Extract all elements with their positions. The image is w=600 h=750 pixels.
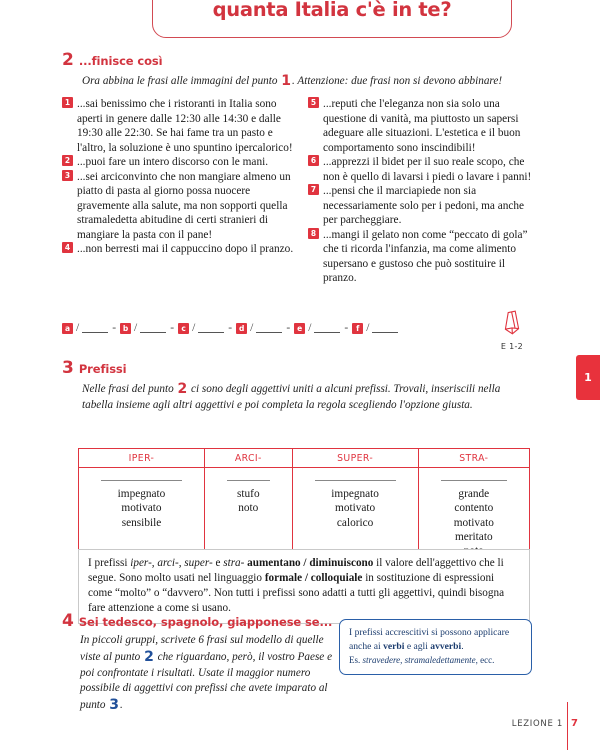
- table-header-cell: IPER-: [79, 449, 205, 468]
- workbook-reference: [492, 310, 532, 351]
- answer-blank-input[interactable]: [256, 323, 282, 333]
- list-item: [308, 97, 540, 155]
- instruction-text-pre: Nelle frasi del punto: [82, 383, 174, 395]
- item-text: ...apprezzi il bidet per il suo reale scopo, che non è quello di lavarsi i piedi o lavare i panni!: [323, 156, 532, 183]
- answer-dash: -: [170, 322, 175, 334]
- answer-blank-input[interactable]: [82, 323, 108, 333]
- exercise-4-header: [62, 613, 337, 714]
- footer: [512, 718, 578, 729]
- exercise-3-instruction: [62, 380, 530, 413]
- note-example-words: stravedere, stramaledettamente: [362, 654, 476, 665]
- word: meritato: [454, 531, 493, 544]
- word: noto: [238, 502, 259, 515]
- word: stufo: [237, 488, 260, 500]
- word: motivato: [121, 502, 162, 515]
- list-item: [62, 97, 294, 155]
- answer-separator: /: [250, 322, 254, 334]
- table-header-cell: SUPER-: [292, 449, 418, 468]
- exercise-2-right-column: [308, 97, 540, 286]
- word: grande: [458, 488, 490, 500]
- exercise-4-instruction: [62, 633, 335, 714]
- table-header-cell: ARCI-: [204, 449, 292, 468]
- exercise-2-number: 2: [62, 50, 74, 70]
- answer-pair-b[interactable]: [120, 322, 178, 334]
- word: sensibile: [121, 516, 162, 529]
- lesson-tab: [576, 355, 600, 400]
- grammar-note-box: [339, 619, 532, 675]
- answer-blank-input[interactable]: [372, 323, 398, 333]
- note-text-a: I prefissi accrescitivi si possono applicare anche ai: [349, 627, 510, 652]
- answer-letter-badge: f: [352, 323, 363, 334]
- note-bold-avverbi: avverbi: [430, 640, 462, 652]
- instruction-ref-2: 2: [144, 648, 154, 665]
- note-example-line: [349, 654, 523, 667]
- word: impegnato: [117, 488, 166, 500]
- rule-italic-2: stra-: [223, 557, 245, 569]
- rule-text-1: I prefissi: [88, 557, 131, 569]
- instruction-text-post: . Attenzione: due frasi non si devono abbinare!: [292, 75, 503, 87]
- item-number-badge: 7: [308, 184, 319, 195]
- instruction-ref-3: 3: [109, 696, 120, 713]
- write-in-blank[interactable]: [227, 479, 270, 481]
- answer-blank-input[interactable]: [140, 323, 166, 333]
- exercise-4-title: Sei tedesco, spagnolo, giapponese se...: [78, 615, 333, 629]
- list-item: [62, 170, 294, 243]
- answer-letter-badge: c: [178, 323, 189, 334]
- item-text: ...reputi che l'eleganza non sia solo una questione di vanità, ma piuttosto un sapersi adeguare alle situazioni. L'estetica e il buon comportamento sono inscindibili!: [323, 98, 521, 154]
- exercise-2-title: ...finisce così: [78, 54, 163, 68]
- answer-row[interactable]: [62, 322, 398, 334]
- footer-lesson-label: LEZIONE 1: [511, 718, 564, 729]
- instruction-text-c: .: [120, 698, 123, 711]
- exercise-2-instruction: [62, 72, 542, 90]
- instruction-text-pre: Ora abbina le frasi alle immagini del punto: [82, 75, 278, 87]
- answer-separator: /: [192, 322, 196, 334]
- item-text: ...pensi che il marciapiede non sia necessariamente solo per i pedoni, ma anche per parcheggiare.: [323, 185, 525, 227]
- table-header-row: [79, 449, 530, 468]
- exercise-2-left-column: [62, 97, 294, 257]
- rule-text-2: e: [212, 557, 224, 569]
- rule-text-4: in sostituzione di espressioni come “molto” o “davvero”. Non tutti i prefissi sono adatti a tutti gli aggettivi, quindi bisogna fare attenzione a come si usano.: [88, 572, 505, 615]
- instruction-text-b: che riguardano, però, il vostro Paese e poi confrontate i risultati. Usate il maggior numero possibile di aggettivi con prefissi che avete imparato al punto: [80, 650, 333, 711]
- list-item: [308, 184, 540, 228]
- banner-title: quanta Italia c'è in te?: [212, 0, 452, 21]
- exercise-3-number: 3: [62, 358, 74, 378]
- item-number-badge: 1: [62, 97, 73, 108]
- answer-blank-input[interactable]: [198, 323, 224, 333]
- lesson-tab-label: 1: [584, 371, 592, 384]
- answer-letter-badge: b: [120, 323, 131, 334]
- table-header-cell: STRA-: [418, 449, 529, 468]
- workbook-reference-label: E 1-2: [500, 342, 524, 351]
- item-text: ...mangi il gelato non come “peccato di gola” che ti ricorda l'infanzia, ma come alimento supersano e gustoso che può sostituire il pranzo.: [323, 228, 528, 285]
- answer-dash: -: [228, 322, 233, 334]
- list-item: [62, 242, 294, 257]
- answer-separator: /: [76, 322, 80, 334]
- list-item: [308, 155, 540, 184]
- answer-letter-badge: a: [62, 323, 73, 334]
- word: motivato: [335, 502, 376, 515]
- item-text: ...sei arciconvinto che non mangiare almeno un piatto di pasta al giorno possa nuocere gravemente alla salute, ma non sopporti quella stramaledetta abitudine di certi stranieri di mangiare la pasta con il pane!: [77, 170, 291, 241]
- write-in-blank[interactable]: [441, 479, 507, 481]
- instruction-text-a: In piccoli gruppi, scrivete 6 frasi sul modello di quelle viste al punto: [80, 634, 324, 663]
- note-example-label: Es.: [349, 654, 361, 665]
- item-number-badge: 3: [62, 170, 73, 181]
- instruction-text-post: ci sono degli aggettivi uniti a alcuni prefissi. Trovali, inseriscili nella tabella insieme agli altri aggettivi e poi completa la regola scegliendo l'opzione giusta.: [82, 383, 501, 412]
- exercise-2-header: [62, 52, 542, 90]
- item-text: ...puoi fare un intero discorso con le mani.: [77, 156, 269, 169]
- instruction-ref-2: 2: [177, 381, 188, 397]
- item-number-badge: 4: [62, 242, 73, 253]
- item-text: ...sai benissimo che i ristoranti in Italia sono aperti in genere dalle 12:30 alle 14:30 e dalle 19:30 alle 22:30. Se hai fame tra un pasto e l'altro, la soluzione è uno spuntino ipercalorico!: [77, 98, 293, 154]
- item-number-badge: 6: [308, 155, 319, 166]
- word: impegnato: [331, 488, 379, 500]
- write-in-blank[interactable]: [101, 479, 182, 481]
- answer-blank-input[interactable]: [314, 323, 340, 333]
- note-line-1: [349, 626, 523, 654]
- answer-separator: /: [366, 322, 370, 334]
- exercise-4-number: 4: [62, 611, 74, 631]
- answer-separator: /: [308, 322, 312, 334]
- item-number-badge: 5: [308, 97, 319, 108]
- list-item: [308, 228, 540, 286]
- note-text-c: .: [461, 640, 464, 652]
- rule-italic-1: iper-, arci-, super-: [130, 557, 213, 569]
- item-number-badge: 8: [308, 228, 319, 239]
- word: calorico: [336, 516, 374, 529]
- answer-letter-badge: d: [236, 323, 247, 334]
- note-example-end: , ecc.: [475, 654, 495, 665]
- answer-separator: /: [134, 322, 138, 334]
- note-text-b: e agli: [404, 640, 431, 652]
- answer-pair-d[interactable]: [236, 322, 294, 334]
- rule-choice-2[interactable]: formale / colloquiale: [264, 572, 363, 585]
- page-number: 7: [571, 718, 578, 729]
- answer-pair-a[interactable]: [62, 322, 120, 334]
- answer-dash: -: [344, 322, 349, 334]
- rule-choice-1[interactable]: aumentano / diminuiscono: [247, 557, 374, 569]
- pencil-icon: [504, 323, 521, 340]
- exercise-3-header: [62, 360, 532, 413]
- answer-dash: -: [286, 322, 291, 334]
- instruction-ref-1: 1: [281, 73, 292, 89]
- answer-dash: -: [112, 322, 117, 334]
- exercise-3-title: Prefissi: [78, 362, 127, 376]
- answer-pair-f[interactable]: [352, 322, 398, 334]
- item-text: ...non berresti mai il cappuccino dopo il pranzo.: [77, 243, 294, 256]
- item-number-badge: 2: [62, 155, 73, 166]
- rule-text-3: il valore dell'aggettivo che li segue. Sono molto usati nel linguaggio: [88, 557, 504, 585]
- answer-pair-e[interactable]: [294, 322, 352, 334]
- write-in-blank[interactable]: [315, 479, 396, 481]
- answer-letter-badge: e: [294, 323, 305, 334]
- note-bold-verbi: verbi: [383, 640, 405, 652]
- list-item: [62, 155, 294, 170]
- word: motivato: [453, 516, 494, 529]
- word: contento: [454, 502, 494, 515]
- answer-pair-c[interactable]: [178, 322, 236, 334]
